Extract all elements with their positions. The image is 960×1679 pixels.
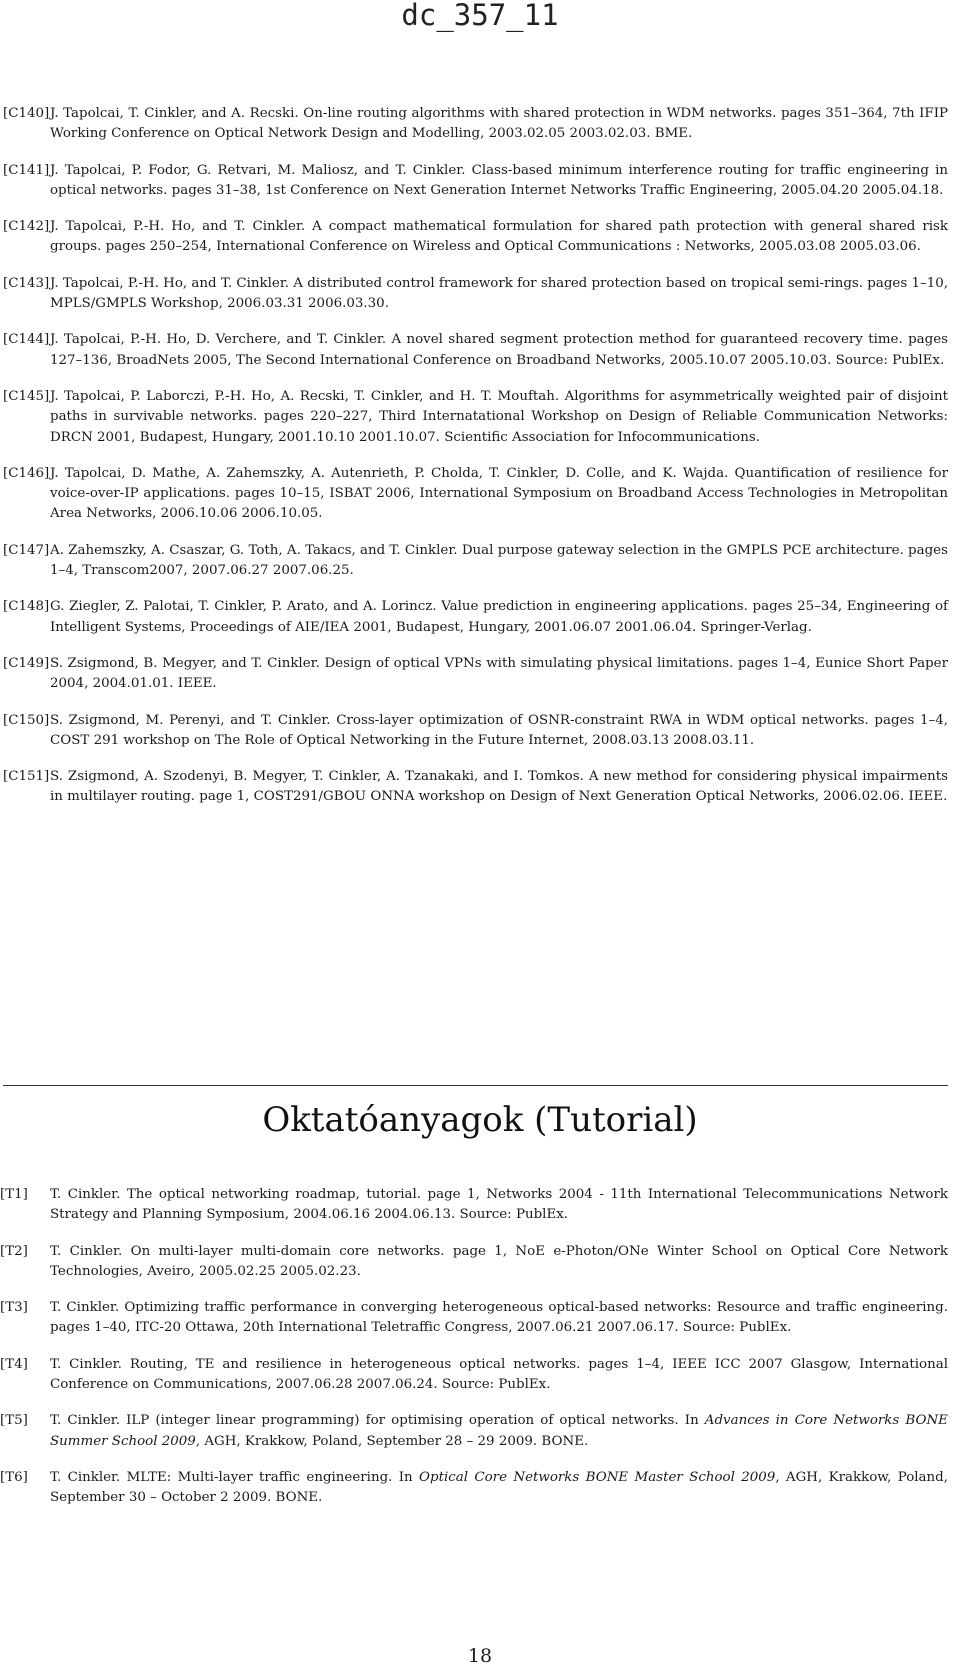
reference-entry bbox=[0, 654, 960, 695]
reference-entry bbox=[0, 1355, 960, 1396]
reference-entry bbox=[0, 1298, 960, 1339]
reference-entry bbox=[0, 464, 960, 525]
reference-authors: J. Tapolcai, P. Laborczi, P.-H. Ho, A. Recski, T. Cinkler, and H. T. Mouftah. bbox=[50, 388, 560, 404]
reference-authors: J. Tapolcai, P.-H. Ho, and T. Cinkler. bbox=[50, 275, 289, 291]
reference-authors: J. Tapolcai, P. Fodor, G. Retvari, M. Maliosz, and T. Cinkler. bbox=[50, 162, 466, 178]
reference-details: ILP (integer linear programming) for optimising operation of optical networks. In bbox=[126, 1413, 699, 1429]
reference-details: Optimizing traffic performance in converging heterogeneous optical-based networks: Resource and traffic engineering. pages 1–40, ITC-20 Ottawa, 20th International Teletraffic Congress, 2007.06.21 2007.06.17. Source: PublEx. bbox=[50, 1300, 948, 1336]
section-title: Oktatóanyagok (Tutorial) bbox=[262, 1100, 698, 1140]
reference-details: Routing, TE and resilience in heterogeneous optical networks. pages 1–4, IEEE ICC 2007 Glasgow, International Conference on Communications, 2007.06.28 2007.06.24. Source: PublEx. bbox=[50, 1356, 948, 1393]
reference-key: [C141] bbox=[3, 162, 50, 178]
reference-entry bbox=[0, 1411, 960, 1452]
reference-authors: T. Cinkler. bbox=[50, 1413, 120, 1429]
reference-entry bbox=[0, 597, 960, 638]
reference-details: Dual purpose gateway selection in the GMPLS PCE architecture. pages 1–4, Transcom2007, 2007.06.27 2007.06.25. bbox=[50, 542, 948, 579]
reference-details-tail: , AGH, Krakkow, Poland, September 28 – 29 2009. BONE. bbox=[195, 1433, 589, 1449]
reference-details: Quantification of resilience for voice-over-IP applications. pages 10–15, ISBAT 2006, International Symposium on Broadband Access Technologies in Metropolitan Area Networks, 2006.10.06 2006.10.05. bbox=[50, 465, 948, 522]
reference-details: On-line routing algorithms with shared protection in WDM networks. pages 351–364, 7th IFIP Working Conference on Optical Network Design and Modelling, 2003.02.05 2003.02.03. BME. bbox=[50, 106, 948, 142]
reference-authors: J. Tapolcai, P.-H. Ho, D. Verchere, and T. Cinkler. bbox=[50, 332, 387, 348]
reference-details: A novel shared segment protection method for guaranteed recovery time. pages 127–136, BroadNets 2005, The Second International Conference on Broadband Networks, 2005.10.07 2005.10.03. Source: PublEx. bbox=[50, 332, 948, 368]
reference-authors: J. Tapolcai, P.-H. Ho, and T. Cinkler. bbox=[50, 219, 306, 235]
reference-authors: T. Cinkler. bbox=[50, 1187, 121, 1202]
reference-key: [C147] bbox=[3, 542, 50, 558]
reference-details: MLTE: Multi-layer traffic engineering. In bbox=[126, 1469, 413, 1485]
reference-authors: S. Zsigmond, M. Perenyi, and T. Cinkler. bbox=[50, 712, 331, 728]
reference-details: A compact mathematical formulation for shared path protection with general shared risk groups. pages 250–254, International Conference on Wireless and Optical Communications : Networks, 2005.03.08 2005.03.06. bbox=[50, 219, 948, 255]
reference-key: [C142] bbox=[3, 219, 50, 235]
reference-entry bbox=[0, 161, 960, 202]
reference-details: Value prediction in engineering applications. pages 25–34, Engineering of Intelligent Systems, Proceedings of AIE/IEA 2001, Budapest, Hungary, 2001.06.07 2001.06.04. Springer-Verlag. bbox=[50, 599, 949, 635]
reference-entry bbox=[0, 1242, 960, 1283]
reference-authors: A. Zahemszky, A. Csaszar, G. Toth, A. Takacs, and T. Cinkler. bbox=[50, 542, 458, 558]
reference-entry bbox=[0, 217, 960, 258]
reference-key: [T5] bbox=[0, 1413, 28, 1429]
document-id-header: dc_357_11 bbox=[401, 0, 559, 32]
reference-authors: T. Cinkler. bbox=[50, 1300, 120, 1316]
page-number: 18 bbox=[467, 1645, 493, 1667]
reference-venue: Optical Core Networks BONE Master School 2009 bbox=[419, 1469, 776, 1485]
reference-key: [C143] bbox=[3, 275, 50, 291]
reference-details: Class-based minimum interference routing for traffic engineering in optical networks. pages 31–38, 1st Conference on Next Generation Internet Networks Traffic Engineering, 2005.04.20 2005.04.18. bbox=[50, 162, 948, 198]
section-divider bbox=[3, 1085, 948, 1086]
reference-venue: Advances in Core Networks BONE Summer School 2009 bbox=[50, 1413, 948, 1449]
reference-entry bbox=[0, 1185, 960, 1226]
reference-details: Cross-layer optimization of OSNR-constraint RWA in WDM optical networks. pages 1–4, COST 291 workshop on The Role of Optical Networking in the Future Internet, 2008.03.13 2008.03.11. bbox=[50, 712, 948, 748]
reference-entry bbox=[0, 387, 960, 448]
reference-authors: G. Ziegler, Z. Palotai, T. Cinkler, P. Arato, and A. Lorincz. bbox=[50, 599, 437, 615]
reference-entry bbox=[0, 711, 960, 752]
reference-key: [T3] bbox=[0, 1300, 28, 1316]
reference-entry bbox=[0, 767, 960, 808]
reference-key: [C149] bbox=[3, 655, 50, 671]
reference-authors: T. Cinkler. bbox=[50, 1356, 122, 1372]
reference-key: [T4] bbox=[0, 1356, 28, 1372]
reference-details: Algorithms for asymmetrically weighted pair of disjoint paths in survivable networks. pages 220–227, Third Internatational Workshop on Design of Reliable Communication Networks: DRCN 2001, Budapest, Hungary, 2001.10.10 2001.10.07. Scientific Association for Infocommunications. bbox=[50, 388, 948, 445]
reference-key: [C146] bbox=[3, 465, 50, 481]
reference-authors: S. Zsigmond, B. Megyer, and T. Cinkler. bbox=[50, 655, 320, 671]
reference-key: [T1] bbox=[0, 1187, 28, 1202]
reference-details: Design of optical VPNs with simulating physical limitations. pages 1–4, Eunice Short Paper 2004, 2004.01.01. IEEE. bbox=[50, 655, 948, 692]
reference-key: [C148] bbox=[3, 599, 50, 615]
tutorial-reference-list bbox=[0, 1185, 960, 1525]
reference-authors: T. Cinkler. bbox=[50, 1243, 123, 1259]
reference-details: A distributed control framework for shared protection based on tropical semi-rings. pages 1–10, MPLS/GMPLS Workshop, 2006.03.31 2006.03.30. bbox=[50, 275, 948, 312]
reference-key: [T6] bbox=[0, 1469, 28, 1485]
reference-authors: J. Tapolcai, T. Cinkler, and A. Recski. bbox=[50, 106, 299, 121]
reference-entry bbox=[0, 330, 960, 371]
reference-key: [C145] bbox=[3, 388, 50, 404]
conference-reference-list bbox=[0, 104, 960, 824]
reference-details: The optical networking roadmap, tutorial. page 1, Networks 2004 - 11th International Telecommunications Network Strategy and Planning Symposium, 2004.06.16 2004.06.13. Source: PublEx. bbox=[50, 1187, 948, 1223]
reference-key: [C144] bbox=[3, 332, 50, 348]
reference-authors: J. Tapolcai, D. Mathe, A. Zahemszky, A. Autenrieth, P. Cholda, T. Cinkler, D. Colle, and K. Wajda. bbox=[50, 465, 729, 481]
reference-entry bbox=[0, 274, 960, 315]
reference-key: [C140] bbox=[3, 106, 50, 121]
reference-key: [C151] bbox=[3, 769, 50, 785]
reference-details-tail: , AGH, Krakkow, Poland, September 30 – October 2 2009. BONE. bbox=[50, 1469, 948, 1506]
reference-details: On multi-layer multi-domain core networks. page 1, NoE e-Photon/ONe Winter School on Optical Core Network Technologies, Aveiro, 2005.02.25 2005.02.23. bbox=[50, 1243, 948, 1279]
reference-entry bbox=[0, 104, 960, 145]
reference-key: [C150] bbox=[3, 712, 50, 728]
reference-details: A new method for considering physical impairments in multilayer routing. page 1, COST291/GBOU ONNA workshop on Design of Next Generation Optical Networks, 2006.02.06. IEEE. bbox=[50, 769, 948, 805]
reference-authors: T. Cinkler. bbox=[50, 1469, 121, 1485]
reference-key: [T2] bbox=[0, 1243, 28, 1259]
reference-authors: S. Zsigmond, A. Szodenyi, B. Megyer, T. Cinkler, A. Tzanakaki, and I. Tomkos. bbox=[50, 769, 584, 785]
reference-entry bbox=[0, 541, 960, 582]
reference-entry bbox=[0, 1468, 960, 1509]
